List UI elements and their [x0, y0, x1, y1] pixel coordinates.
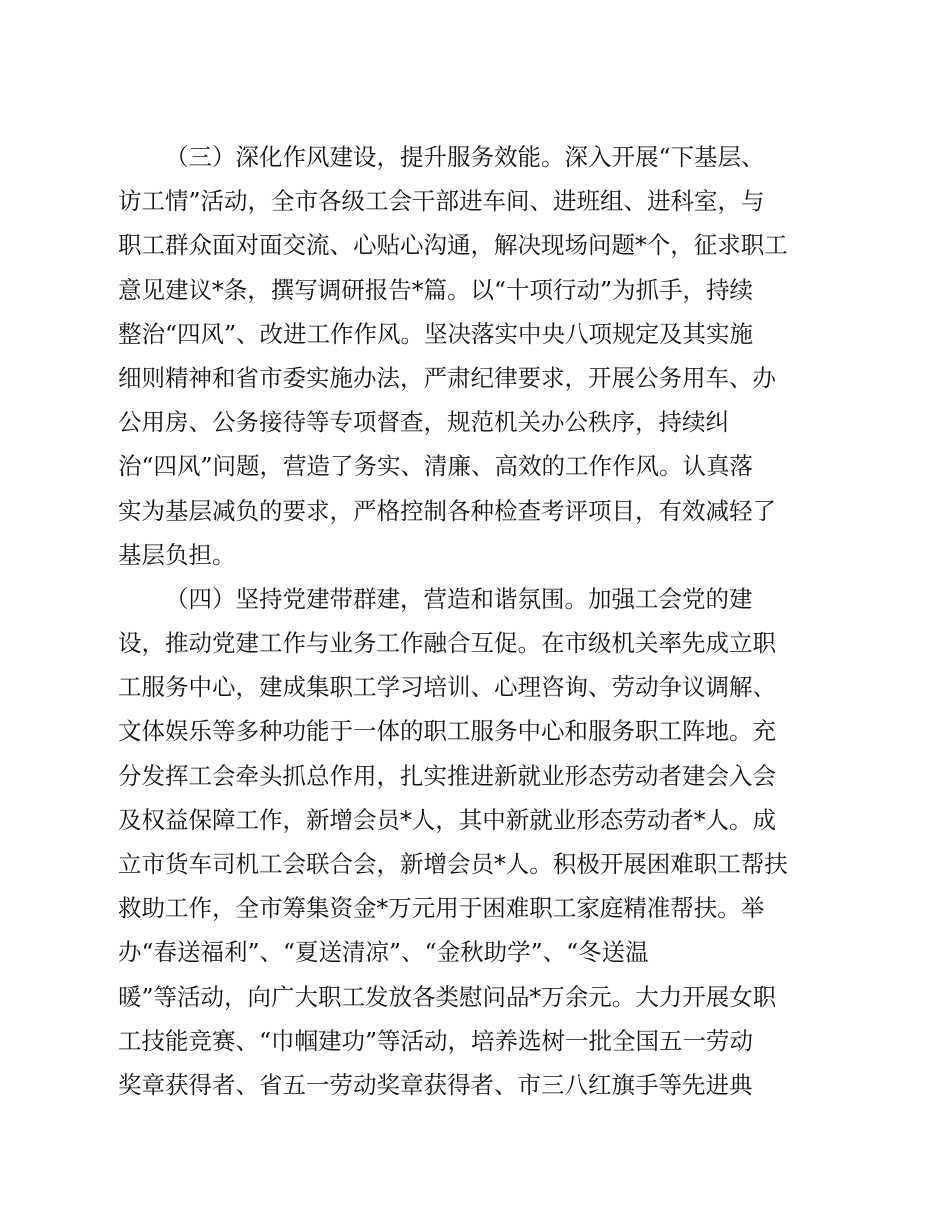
text-line: 工服务中心，建成集职工学习培训、心理咨询、劳动争议调解、 [118, 673, 776, 702]
text-line: 职工群众面对面交流、心贴心沟通，解决现场问题*个，征求职工 [118, 231, 788, 260]
paragraph-3 [118, 135, 838, 577]
text-line: 分发挥工会牵头抓总作用，扎实推进新就业形态劳动者建会入会 [118, 761, 776, 790]
text-line: 公用房、公务接待等专项督查，规范机关办公秩序，持续纠 [118, 408, 729, 437]
text-line: 设，推动党建工作与业务工作融合互促。在市级机关率先成立职 [118, 629, 776, 658]
text-line: （三）深化作风建设，提升服务效能。深入开展“下基层、 [165, 143, 765, 171]
text-line: 基层负担。 [118, 540, 236, 569]
text-line: 整治“四风”、改进工作作风。坚决落实中央八项规定及其实施 [118, 319, 754, 348]
text-line: 暖”等活动，向广大职工发放各类慰问品*万余元。大力开展女职 [118, 982, 777, 1011]
text-line: 意见建议*条，撰写调研报告*篇。以“十项行动”为抓手，持续 [118, 275, 754, 304]
text-line: 实为基层减负的要求，严格控制各种检查考评项目，有效减轻了 [118, 496, 776, 525]
text-line: 工技能竞赛、“巾帼建功”等活动，培养选树一批全国五一劳动 [118, 1026, 754, 1055]
text-line: 救助工作，全市筹集资金*万元用于困难职工家庭精准帮扶。举 [118, 894, 765, 923]
paragraph-4 [118, 577, 838, 1107]
text-line: 细则精神和省市委实施办法，严肃纪律要求，开展公务用车、办 [118, 363, 776, 392]
text-line: 奖章获得者、省五一劳动奖章获得者、市三八红旗手等先进典 [118, 1070, 753, 1099]
text-line: （四）坚持党建带群建，营造和谐氛围。加强工会党的建 [165, 584, 753, 613]
text-line: 访工情”活动，全市各级工会干部进车间、进班组、进科室，与 [118, 187, 765, 216]
text-line: 办“春送福利”、“夏送清凉”、“金秋助学”、“冬送温 [118, 938, 649, 967]
text-line: 及权益保障工作，新增会员*人，其中新就业形态劳动者*人。成 [118, 805, 776, 834]
text-line: 治“四风”问题，营造了务实、清廉、高效的工作作风。认真落 [118, 452, 754, 481]
text-line: 立市货车司机工会联合会，新增会员*人。积极开展困难职工帮扶 [118, 850, 788, 878]
text-line: 文体娱乐等多种功能于一体的职工服务中心和服务职工阵地。充 [118, 717, 776, 746]
document-body [118, 135, 838, 1107]
